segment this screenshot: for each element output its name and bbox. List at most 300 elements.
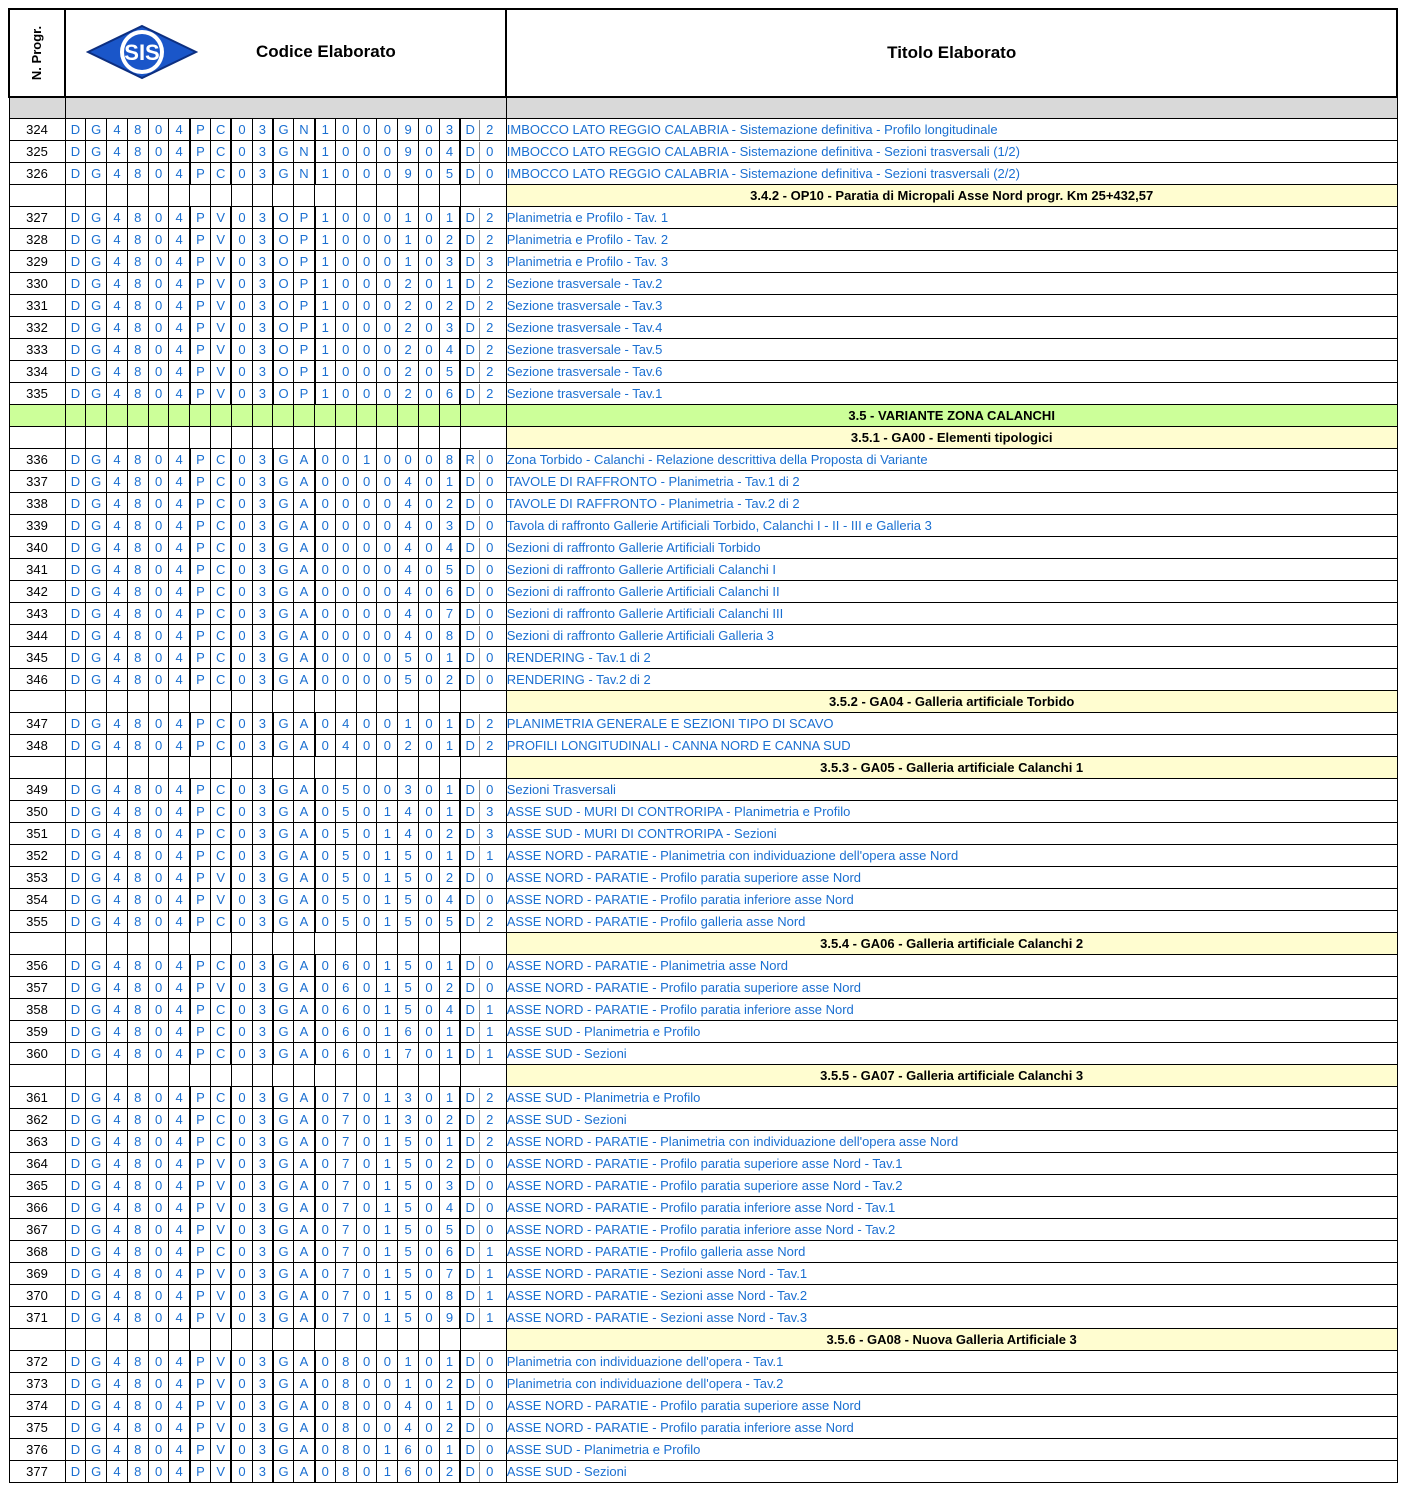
revision — [460, 1439, 506, 1461]
row-number: 369 — [9, 1263, 65, 1285]
code-char: A — [294, 1087, 315, 1109]
code-char: P — [190, 493, 211, 515]
row-number: 326 — [9, 163, 65, 185]
code-char: 4 — [169, 603, 190, 625]
code-char: A — [294, 999, 315, 1021]
code-char: 2 — [398, 273, 419, 295]
code-char: 0 — [419, 1351, 440, 1373]
code-char: 0 — [315, 1263, 336, 1285]
code-char: 0 — [231, 559, 252, 581]
code-char: D — [65, 1439, 86, 1461]
revision-value: 2 — [486, 363, 494, 379]
revision-value: 0 — [486, 1375, 494, 1391]
code-char: 8 — [127, 1153, 148, 1175]
code-char: A — [294, 493, 315, 515]
code-char: 3 — [252, 207, 273, 229]
code-char: P — [190, 119, 211, 141]
code-char: 4 — [107, 1043, 128, 1065]
code-char: V — [211, 1219, 232, 1241]
revision — [460, 207, 506, 229]
code-char: 4 — [169, 911, 190, 933]
code-char: A — [294, 603, 315, 625]
table-row — [9, 735, 1397, 757]
row-title: Sezione trasversale - Tav.5 — [506, 339, 1397, 361]
code-char: 5 — [335, 867, 356, 889]
code-char: V — [211, 273, 232, 295]
code-char: 4 — [398, 493, 419, 515]
code-char: O — [273, 361, 294, 383]
code-char: 0 — [356, 207, 377, 229]
revision-value: 0 — [486, 869, 494, 885]
code-char-last: D — [461, 1132, 480, 1152]
code-char: C — [211, 1241, 232, 1263]
row-title: ASSE SUD - MURI DI CONTRORIPA - Sezioni — [506, 823, 1397, 845]
code-char: 5 — [398, 955, 419, 977]
code-char: 0 — [356, 251, 377, 273]
revision-value: 2 — [486, 209, 494, 225]
table-row — [9, 163, 1397, 185]
code-char: 4 — [398, 823, 419, 845]
code-char: 0 — [231, 999, 252, 1021]
table-row — [9, 471, 1397, 493]
code-char: G — [86, 1175, 107, 1197]
code-char: P — [190, 1021, 211, 1043]
code-char: 0 — [377, 119, 398, 141]
code-char: 3 — [252, 823, 273, 845]
code-char: 4 — [107, 493, 128, 515]
code-char: 0 — [419, 119, 440, 141]
code-char: G — [273, 1021, 294, 1043]
code-char: 0 — [231, 295, 252, 317]
code-char: 0 — [335, 273, 356, 295]
code-char: 0 — [148, 1175, 169, 1197]
code-char: P — [190, 955, 211, 977]
code-char: 0 — [231, 515, 252, 537]
code-char: 1 — [398, 207, 419, 229]
code-char: G — [86, 1153, 107, 1175]
code-char: 4 — [335, 713, 356, 735]
code-char: 0 — [315, 1087, 336, 1109]
revision-value: 0 — [486, 1419, 494, 1435]
code-char: P — [190, 999, 211, 1021]
code-char: 4 — [107, 537, 128, 559]
table-row — [9, 1373, 1397, 1395]
code-char: 0 — [231, 317, 252, 339]
code-char: P — [190, 1373, 211, 1395]
code-char: 7 — [335, 1263, 356, 1285]
code-char: 5 — [398, 1175, 419, 1197]
code-char: 0 — [419, 383, 440, 405]
code-char: 4 — [107, 229, 128, 251]
code-char: 1 — [315, 207, 336, 229]
code-char: P — [190, 1395, 211, 1417]
code-char: 0 — [419, 735, 440, 757]
table-row — [9, 141, 1397, 163]
code-char: P — [294, 383, 315, 405]
code-char: 0 — [231, 251, 252, 273]
revision-value: 3 — [486, 253, 494, 269]
code-char: 4 — [439, 889, 460, 911]
code-char: V — [211, 1263, 232, 1285]
code-char: 0 — [315, 471, 336, 493]
revision — [460, 1021, 506, 1043]
code-char: 0 — [231, 163, 252, 185]
code-char: C — [211, 801, 232, 823]
code-char: N — [294, 141, 315, 163]
code-char: 2 — [439, 295, 460, 317]
revision-value: 1 — [486, 847, 494, 863]
code-char: G — [86, 141, 107, 163]
code-char: 1 — [377, 1087, 398, 1109]
code-char: 2 — [439, 823, 460, 845]
code-char: 0 — [356, 1131, 377, 1153]
code-char: C — [211, 581, 232, 603]
revision — [460, 779, 506, 801]
code-char: 0 — [148, 1241, 169, 1263]
code-char: 0 — [377, 713, 398, 735]
code-char: 0 — [335, 669, 356, 691]
code-char: 0 — [231, 207, 252, 229]
code-char: 4 — [169, 1175, 190, 1197]
code-char: 0 — [419, 163, 440, 185]
code-char-last: D — [461, 1352, 480, 1372]
code-char: 6 — [398, 1461, 419, 1483]
code-char: 1 — [439, 1087, 460, 1109]
code-char: 0 — [148, 229, 169, 251]
code-char: 4 — [335, 735, 356, 757]
row-number: 344 — [9, 625, 65, 647]
code-char: 0 — [377, 471, 398, 493]
revision-value: 2 — [486, 231, 494, 247]
code-char: G — [86, 735, 107, 757]
section-title: 3.5.2 - GA04 - Galleria artificiale Torbido — [506, 691, 1397, 713]
code-char: G — [273, 1373, 294, 1395]
code-char-last: D — [461, 340, 480, 360]
section-row — [9, 185, 1397, 207]
code-char: 4 — [169, 801, 190, 823]
row-title: ASSE NORD - PARATIE - Profilo paratia inferiore asse Nord — [506, 889, 1397, 911]
table-row — [9, 1087, 1397, 1109]
code-char: 0 — [231, 1439, 252, 1461]
code-char: 0 — [148, 977, 169, 999]
code-char: 4 — [107, 713, 128, 735]
code-char: G — [273, 911, 294, 933]
row-title: ASSE NORD - PARATIE - Profilo paratia superiore asse Nord — [506, 977, 1397, 999]
code-char: 8 — [335, 1461, 356, 1483]
code-char: D — [65, 581, 86, 603]
code-char: 4 — [107, 779, 128, 801]
code-char: 0 — [231, 119, 252, 141]
code-char: G — [86, 493, 107, 515]
code-char: P — [190, 625, 211, 647]
code-char: 5 — [398, 1307, 419, 1329]
section-title: 3.5.3 - GA05 - Galleria artificiale Calanchi 1 — [506, 757, 1397, 779]
code-char: D — [65, 955, 86, 977]
code-char: 9 — [398, 163, 419, 185]
code-char: G — [86, 1087, 107, 1109]
code-char: 0 — [231, 449, 252, 471]
code-char-last: D — [461, 1286, 480, 1306]
code-char: 4 — [107, 383, 128, 405]
code-char: 0 — [315, 1285, 336, 1307]
code-char-last: D — [461, 516, 480, 536]
code-char: A — [294, 1417, 315, 1439]
code-char: 0 — [315, 1153, 336, 1175]
code-char: 1 — [315, 163, 336, 185]
revision-value: 0 — [486, 979, 494, 995]
code-char: 4 — [107, 1131, 128, 1153]
code-char: 1 — [439, 713, 460, 735]
code-char: 0 — [231, 823, 252, 845]
code-char: 0 — [335, 581, 356, 603]
code-char: 4 — [169, 713, 190, 735]
code-char: P — [190, 603, 211, 625]
table-row — [9, 581, 1397, 603]
code-char: 0 — [335, 471, 356, 493]
code-char: 0 — [335, 537, 356, 559]
revision — [460, 1043, 506, 1065]
code-char: 3 — [252, 1395, 273, 1417]
code-char: 0 — [231, 669, 252, 691]
code-char: 0 — [356, 1241, 377, 1263]
code-char: 3 — [252, 317, 273, 339]
table-row — [9, 1109, 1397, 1131]
code-char: P — [190, 845, 211, 867]
code-char: A — [294, 1241, 315, 1263]
code-char: G — [86, 537, 107, 559]
code-char: G — [86, 1263, 107, 1285]
code-char: P — [190, 889, 211, 911]
code-char: 5 — [398, 977, 419, 999]
code-char: 4 — [107, 867, 128, 889]
code-char: A — [294, 669, 315, 691]
code-char: 4 — [169, 1087, 190, 1109]
code-char: 0 — [315, 1351, 336, 1373]
code-char: 8 — [127, 1197, 148, 1219]
row-title: PLANIMETRIA GENERALE E SEZIONI TIPO DI SCAVO — [506, 713, 1397, 735]
code-char: 0 — [419, 889, 440, 911]
code-char: 3 — [252, 581, 273, 603]
code-char-last: R — [461, 450, 480, 470]
code-char: P — [190, 559, 211, 581]
revision — [460, 1395, 506, 1417]
code-char: 3 — [252, 735, 273, 757]
row-title: Planimetria e Profilo - Tav. 3 — [506, 251, 1397, 273]
code-char: 0 — [377, 537, 398, 559]
revision — [460, 251, 506, 273]
code-char: 4 — [107, 1395, 128, 1417]
code-char: A — [294, 1131, 315, 1153]
code-char: 0 — [356, 1373, 377, 1395]
code-char: P — [190, 1263, 211, 1285]
code-char: G — [86, 1285, 107, 1307]
row-number: 328 — [9, 229, 65, 251]
code-char: 2 — [439, 977, 460, 999]
code-char: 0 — [377, 1395, 398, 1417]
code-char: 4 — [107, 1109, 128, 1131]
revision — [460, 493, 506, 515]
code-char: 0 — [377, 339, 398, 361]
code-char: 3 — [252, 1087, 273, 1109]
code-char: C — [211, 559, 232, 581]
code-char: 4 — [107, 603, 128, 625]
code-char: 8 — [127, 119, 148, 141]
code-char: D — [65, 273, 86, 295]
table-row — [9, 251, 1397, 273]
code-char: G — [86, 669, 107, 691]
code-char: G — [273, 1395, 294, 1417]
code-char: 0 — [315, 1197, 336, 1219]
code-char: 4 — [107, 449, 128, 471]
code-char: 1 — [377, 1021, 398, 1043]
code-char: V — [211, 1197, 232, 1219]
code-char: 0 — [315, 1109, 336, 1131]
table-row — [9, 1131, 1397, 1153]
row-number: 333 — [9, 339, 65, 361]
code-char: 3 — [398, 1087, 419, 1109]
row-number: 346 — [9, 669, 65, 691]
code-char: 0 — [377, 1417, 398, 1439]
code-char: 5 — [398, 1241, 419, 1263]
code-char: A — [294, 1285, 315, 1307]
code-char: G — [86, 515, 107, 537]
revision — [460, 1175, 506, 1197]
code-char-last: D — [461, 648, 480, 668]
code-char: 8 — [127, 1351, 148, 1373]
code-char: 1 — [315, 273, 336, 295]
code-char: 0 — [231, 713, 252, 735]
code-char: 3 — [252, 911, 273, 933]
code-char-last: D — [461, 824, 480, 844]
code-char: 8 — [127, 735, 148, 757]
code-char: 0 — [356, 1153, 377, 1175]
code-char: A — [294, 1109, 315, 1131]
code-char: G — [86, 251, 107, 273]
code-char: O — [273, 229, 294, 251]
code-char: 0 — [335, 251, 356, 273]
code-char: A — [294, 977, 315, 999]
revision — [460, 977, 506, 999]
code-char: 0 — [148, 537, 169, 559]
revision-value: 1 — [486, 1001, 494, 1017]
code-char: V — [211, 1395, 232, 1417]
code-char: 0 — [377, 141, 398, 163]
code-char: D — [65, 251, 86, 273]
revision — [460, 845, 506, 867]
code-char: P — [190, 1043, 211, 1065]
code-char: 0 — [231, 977, 252, 999]
revision — [460, 625, 506, 647]
code-char: D — [65, 1197, 86, 1219]
code-char: 0 — [377, 559, 398, 581]
code-char: P — [190, 713, 211, 735]
code-char: D — [65, 779, 86, 801]
code-char: 8 — [127, 1175, 148, 1197]
code-char: 0 — [356, 1351, 377, 1373]
row-number: 348 — [9, 735, 65, 757]
code-char: 0 — [419, 1395, 440, 1417]
table-row — [9, 1043, 1397, 1065]
code-char: C — [211, 845, 232, 867]
code-char: 0 — [419, 603, 440, 625]
code-char: 1 — [315, 141, 336, 163]
code-char: 3 — [252, 1461, 273, 1483]
code-char: P — [190, 1285, 211, 1307]
revision — [460, 801, 506, 823]
code-char-last: D — [461, 494, 480, 514]
code-char: 8 — [335, 1395, 356, 1417]
code-char: 4 — [169, 867, 190, 889]
code-char: 4 — [169, 955, 190, 977]
code-char: G — [273, 1131, 294, 1153]
code-char: 1 — [356, 449, 377, 471]
code-char: 0 — [356, 713, 377, 735]
code-char: 3 — [252, 1285, 273, 1307]
code-char-last: D — [461, 384, 480, 404]
row-title: Tavola di raffronto Gallerie Artificiali Torbido, Calanchi I - II - III e Galleria 3 — [506, 515, 1397, 537]
code-char: 0 — [419, 273, 440, 295]
header-title — [506, 9, 1397, 97]
code-char: 8 — [127, 207, 148, 229]
revision — [460, 647, 506, 669]
code-char: P — [190, 295, 211, 317]
row-title: TAVOLE DI RAFFRONTO - Planimetria - Tav.2 di 2 — [506, 493, 1397, 515]
code-char: 2 — [398, 361, 419, 383]
code-char: 0 — [231, 911, 252, 933]
row-number: 334 — [9, 361, 65, 383]
code-char: 1 — [439, 845, 460, 867]
code-char: 2 — [439, 1373, 460, 1395]
code-char: 3 — [252, 1043, 273, 1065]
code-char: 1 — [315, 361, 336, 383]
code-char: 0 — [377, 669, 398, 691]
code-char: 0 — [231, 889, 252, 911]
code-char: P — [294, 273, 315, 295]
code-char: D — [65, 1307, 86, 1329]
table-row — [9, 1351, 1397, 1373]
code-char: G — [273, 1153, 294, 1175]
code-char: 8 — [127, 1043, 148, 1065]
revision-value: 2 — [486, 715, 494, 731]
code-char: D — [65, 735, 86, 757]
code-char: P — [190, 229, 211, 251]
code-char: P — [294, 339, 315, 361]
row-title: ASSE NORD - PARATIE - Profilo paratia inferiore asse Nord - Tav.2 — [506, 1219, 1397, 1241]
code-char: 0 — [419, 1285, 440, 1307]
code-char: 3 — [252, 339, 273, 361]
code-char: 1 — [377, 1285, 398, 1307]
code-char-last: D — [461, 1022, 480, 1042]
row-title: ASSE NORD - PARATIE - Sezioni asse Nord - Tav.1 — [506, 1263, 1397, 1285]
code-char: A — [294, 1021, 315, 1043]
code-char: 0 — [356, 955, 377, 977]
code-char: 0 — [231, 339, 252, 361]
code-char: 0 — [335, 449, 356, 471]
code-char: 1 — [398, 713, 419, 735]
code-char: 0 — [356, 1461, 377, 1483]
row-number: 364 — [9, 1153, 65, 1175]
table-row — [9, 317, 1397, 339]
table-row — [9, 493, 1397, 515]
code-char: 4 — [107, 1087, 128, 1109]
code-char: G — [273, 493, 294, 515]
table-row — [9, 647, 1397, 669]
revision — [460, 1219, 506, 1241]
code-char: 4 — [169, 1417, 190, 1439]
code-char: 0 — [148, 559, 169, 581]
code-char: 5 — [398, 1263, 419, 1285]
row-title: ASSE NORD - PARATIE - Profilo paratia superiore asse Nord - Tav.1 — [506, 1153, 1397, 1175]
